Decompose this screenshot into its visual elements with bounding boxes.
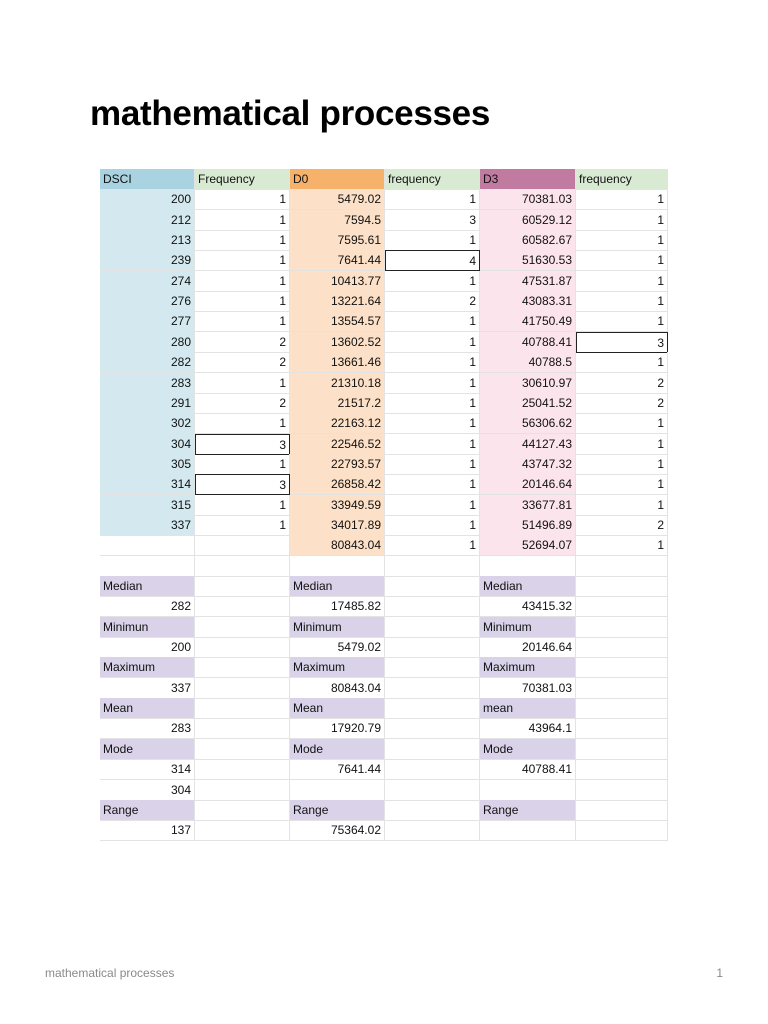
- cell-dsci-frequency[interactable]: 1: [195, 413, 290, 434]
- cell-d3-frequency[interactable]: 1: [576, 454, 668, 475]
- cell-d0[interactable]: 22793.57: [290, 454, 385, 475]
- cell-d3[interactable]: 25041.52: [480, 393, 576, 414]
- blank-cell[interactable]: [576, 820, 668, 841]
- cell-d3-frequency[interactable]: 1: [576, 189, 668, 210]
- cell-d3-frequency[interactable]: 2: [576, 373, 668, 394]
- blank-cell[interactable]: [385, 576, 480, 597]
- cell-dsci[interactable]: 213: [100, 230, 195, 251]
- cell-d0-frequency[interactable]: 1: [385, 515, 480, 536]
- cell-d0[interactable]: 80843.04: [290, 535, 385, 556]
- spreadsheet-table: [100, 169, 668, 846]
- stat-label[interactable]: Range: [290, 800, 385, 821]
- blank-cell[interactable]: [290, 556, 385, 577]
- cell-dsci[interactable]: 315: [100, 495, 195, 516]
- cell-d0[interactable]: 10413.77: [290, 271, 385, 292]
- cell-dsci[interactable]: 337: [100, 515, 195, 536]
- stat-label[interactable]: Range: [480, 800, 576, 821]
- cell-d3-frequency[interactable]: 1: [576, 271, 668, 292]
- cell-d3-frequency[interactable]: 1: [576, 210, 668, 231]
- cell-d0[interactable]: 7594.5: [290, 210, 385, 231]
- cell-d3-frequency[interactable]: 3: [576, 332, 668, 353]
- cell-dsci-frequency[interactable]: [195, 535, 290, 556]
- cell-d0-frequency[interactable]: 1: [385, 495, 480, 516]
- header-dsci[interactable]: DSCI: [100, 169, 195, 190]
- blank-cell[interactable]: [195, 739, 290, 760]
- blank-cell[interactable]: [576, 698, 668, 719]
- cell-dsci[interactable]: 277: [100, 311, 195, 332]
- stat-value[interactable]: 282: [100, 596, 195, 617]
- stat-label[interactable]: Maximum: [480, 657, 576, 678]
- stat-label[interactable]: Mode: [100, 739, 195, 760]
- blank-cell[interactable]: [385, 617, 480, 638]
- cell-d0-frequency[interactable]: 1: [385, 352, 480, 373]
- cell-d0[interactable]: 13602.52: [290, 332, 385, 353]
- cell-dsci-frequency[interactable]: 1: [195, 210, 290, 231]
- cell-dsci[interactable]: 302: [100, 413, 195, 434]
- blank-cell[interactable]: [385, 718, 480, 739]
- blank-cell[interactable]: [576, 800, 668, 821]
- blank-cell[interactable]: [385, 657, 480, 678]
- cell-d3[interactable]: 70381.03: [480, 189, 576, 210]
- page-title: mathematical processes: [90, 94, 491, 133]
- blank-cell[interactable]: [385, 678, 480, 699]
- cell-dsci[interactable]: 200: [100, 189, 195, 210]
- stat-value[interactable]: 337: [100, 678, 195, 699]
- cell-d0[interactable]: 21310.18: [290, 373, 385, 394]
- footer-document-title: mathematical processes: [45, 966, 175, 980]
- blank-cell[interactable]: [576, 596, 668, 617]
- cell-d3[interactable]: 60582.67: [480, 230, 576, 251]
- cell-d3-frequency[interactable]: 1: [576, 535, 668, 556]
- cell-d0-frequency[interactable]: 3: [385, 210, 480, 231]
- stat-value[interactable]: 314: [100, 759, 195, 780]
- cell-d0-frequency[interactable]: 1: [385, 311, 480, 332]
- cell-d0-frequency[interactable]: 1: [385, 271, 480, 292]
- stat-value[interactable]: 80843.04: [290, 678, 385, 699]
- cell-dsci[interactable]: 304: [100, 434, 195, 455]
- blank-cell[interactable]: [576, 657, 668, 678]
- blank-cell[interactable]: [385, 759, 480, 780]
- blank-cell[interactable]: [385, 739, 480, 760]
- cell-d0-frequency[interactable]: 4: [385, 250, 480, 271]
- cell-dsci-frequency[interactable]: 1: [195, 373, 290, 394]
- cell-d3[interactable]: 51630.53: [480, 250, 576, 271]
- blank-cell[interactable]: [576, 739, 668, 760]
- cell-d0[interactable]: 34017.89: [290, 515, 385, 536]
- cell-dsci-frequency[interactable]: 1: [195, 230, 290, 251]
- blank-cell[interactable]: [195, 759, 290, 780]
- stat-value[interactable]: 20146.64: [480, 637, 576, 658]
- cell-d3-frequency[interactable]: 1: [576, 474, 668, 495]
- stat-value[interactable]: 17920.79: [290, 718, 385, 739]
- blank-cell[interactable]: [195, 637, 290, 658]
- cell-dsci-frequency[interactable]: 3: [195, 434, 290, 455]
- cell-d3-frequency[interactable]: 1: [576, 413, 668, 434]
- cell-dsci[interactable]: 212: [100, 210, 195, 231]
- blank-cell[interactable]: [195, 780, 290, 801]
- blank-cell[interactable]: [576, 678, 668, 699]
- blank-cell[interactable]: [195, 678, 290, 699]
- cell-d0[interactable]: 26858.42: [290, 474, 385, 495]
- stat-label[interactable]: Minimun: [100, 617, 195, 638]
- cell-d3-frequency[interactable]: 1: [576, 434, 668, 455]
- stat-value[interactable]: 43415.32: [480, 596, 576, 617]
- stat-label[interactable]: Maximum: [100, 657, 195, 678]
- header-dsci-frequency[interactable]: Frequency: [195, 169, 290, 190]
- stat-value[interactable]: 5479.02: [290, 637, 385, 658]
- stat-label[interactable]: Minimum: [480, 617, 576, 638]
- cell-d3[interactable]: 33677.81: [480, 495, 576, 516]
- cell-d3-frequency[interactable]: 2: [576, 515, 668, 536]
- stat-value[interactable]: [290, 780, 385, 801]
- cell-d3[interactable]: 20146.64: [480, 474, 576, 495]
- cell-d0[interactable]: 7641.44: [290, 250, 385, 271]
- cell-d3[interactable]: 40788.41: [480, 332, 576, 353]
- cell-dsci-frequency[interactable]: 1: [195, 189, 290, 210]
- footer-page-number: 1: [716, 966, 723, 980]
- blank-cell[interactable]: [385, 698, 480, 719]
- blank-cell[interactable]: [195, 576, 290, 597]
- cell-d0-frequency[interactable]: 1: [385, 474, 480, 495]
- cell-d3[interactable]: 43083.31: [480, 291, 576, 312]
- blank-cell[interactable]: [385, 780, 480, 801]
- cell-d3-frequency[interactable]: 1: [576, 291, 668, 312]
- cell-d0[interactable]: 13221.64: [290, 291, 385, 312]
- cell-d3[interactable]: 51496.89: [480, 515, 576, 536]
- cell-dsci-frequency[interactable]: 2: [195, 332, 290, 353]
- cell-dsci[interactable]: 276: [100, 291, 195, 312]
- cell-d0-frequency[interactable]: 1: [385, 189, 480, 210]
- cell-d0-frequency[interactable]: 1: [385, 373, 480, 394]
- stat-label[interactable]: Mean: [290, 698, 385, 719]
- cell-d0[interactable]: 5479.02: [290, 189, 385, 210]
- cell-d0[interactable]: 21517.2: [290, 393, 385, 414]
- blank-cell[interactable]: [576, 718, 668, 739]
- blank-cell[interactable]: [195, 820, 290, 841]
- stat-value[interactable]: 283: [100, 718, 195, 739]
- cell-dsci[interactable]: 305: [100, 454, 195, 475]
- cell-d0-frequency[interactable]: 1: [385, 332, 480, 353]
- stat-value[interactable]: 137: [100, 820, 195, 841]
- blank-cell[interactable]: [576, 637, 668, 658]
- cell-d0-frequency[interactable]: 1: [385, 393, 480, 414]
- blank-cell[interactable]: [195, 718, 290, 739]
- blank-cell[interactable]: [385, 800, 480, 821]
- blank-cell[interactable]: [385, 820, 480, 841]
- stat-label[interactable]: Mode: [290, 739, 385, 760]
- cell-dsci[interactable]: 239: [100, 250, 195, 271]
- blank-cell[interactable]: [195, 596, 290, 617]
- stat-value[interactable]: [480, 780, 576, 801]
- stat-value[interactable]: 75364.02: [290, 820, 385, 841]
- cell-d3[interactable]: 56306.62: [480, 413, 576, 434]
- blank-cell[interactable]: [100, 556, 195, 577]
- cell-dsci[interactable]: 282: [100, 352, 195, 373]
- blank-cell[interactable]: [385, 596, 480, 617]
- stat-label[interactable]: Median: [290, 576, 385, 597]
- cell-d3-frequency[interactable]: 1: [576, 250, 668, 271]
- cell-d3[interactable]: 52694.07: [480, 535, 576, 556]
- cell-d3[interactable]: 47531.87: [480, 271, 576, 292]
- blank-cell[interactable]: [195, 800, 290, 821]
- cell-d3-frequency[interactable]: 2: [576, 393, 668, 414]
- blank-cell[interactable]: [195, 698, 290, 719]
- cell-dsci[interactable]: 280: [100, 332, 195, 353]
- stat-label[interactable]: Mode: [480, 739, 576, 760]
- cell-d0-frequency[interactable]: 2: [385, 291, 480, 312]
- stat-label[interactable]: Mean: [100, 698, 195, 719]
- stat-label[interactable]: mean: [480, 698, 576, 719]
- cell-d3[interactable]: 44127.43: [480, 434, 576, 455]
- cell-d3[interactable]: 43747.32: [480, 454, 576, 475]
- stat-value[interactable]: 70381.03: [480, 678, 576, 699]
- header-d0-frequency[interactable]: frequency: [385, 169, 480, 190]
- stat-label[interactable]: Median: [480, 576, 576, 597]
- cell-d0[interactable]: 33949.59: [290, 495, 385, 516]
- cell-dsci-frequency[interactable]: 1: [195, 311, 290, 332]
- cell-d3[interactable]: 60529.12: [480, 210, 576, 231]
- stat-label[interactable]: Maximum: [290, 657, 385, 678]
- cell-d3[interactable]: 40788.5: [480, 352, 576, 373]
- cell-d0[interactable]: 22163.12: [290, 413, 385, 434]
- blank-cell[interactable]: [576, 780, 668, 801]
- cell-dsci[interactable]: 314: [100, 474, 195, 495]
- cell-d0[interactable]: 13554.57: [290, 311, 385, 332]
- cell-dsci[interactable]: 291: [100, 393, 195, 414]
- blank-cell[interactable]: [480, 556, 576, 577]
- cell-dsci-frequency[interactable]: 3: [195, 474, 290, 495]
- header-d3-frequency[interactable]: frequency: [576, 169, 668, 190]
- cell-d3-frequency[interactable]: 1: [576, 311, 668, 332]
- cell-d0-frequency[interactable]: 1: [385, 454, 480, 475]
- blank-cell[interactable]: [385, 637, 480, 658]
- cell-dsci-frequency[interactable]: 1: [195, 515, 290, 536]
- cell-d3[interactable]: 41750.49: [480, 311, 576, 332]
- cell-d0-frequency[interactable]: 1: [385, 413, 480, 434]
- stat-label[interactable]: Median: [100, 576, 195, 597]
- blank-cell[interactable]: [576, 576, 668, 597]
- stat-value[interactable]: 304: [100, 780, 195, 801]
- cell-dsci-frequency[interactable]: 1: [195, 495, 290, 516]
- cell-dsci-frequency[interactable]: 1: [195, 271, 290, 292]
- stat-label[interactable]: Minimum: [290, 617, 385, 638]
- header-d0[interactable]: D0: [290, 169, 385, 190]
- cell-dsci[interactable]: 283: [100, 373, 195, 394]
- cell-dsci-frequency[interactable]: 1: [195, 291, 290, 312]
- stat-label[interactable]: Range: [100, 800, 195, 821]
- cell-d3-frequency[interactable]: 1: [576, 495, 668, 516]
- cell-dsci[interactable]: [100, 535, 195, 556]
- blank-cell[interactable]: [576, 617, 668, 638]
- cell-d3-frequency[interactable]: 1: [576, 352, 668, 373]
- cell-d0-frequency[interactable]: 1: [385, 535, 480, 556]
- cell-dsci[interactable]: 274: [100, 271, 195, 292]
- cell-d0[interactable]: 13661.46: [290, 352, 385, 373]
- stat-value[interactable]: 200: [100, 637, 195, 658]
- stat-value[interactable]: 43964.1: [480, 718, 576, 739]
- cell-d0-frequency[interactable]: 1: [385, 434, 480, 455]
- cell-d3[interactable]: 30610.97: [480, 373, 576, 394]
- stat-value[interactable]: 40788.41: [480, 759, 576, 780]
- cell-dsci-frequency[interactable]: 2: [195, 352, 290, 373]
- cell-d3-frequency[interactable]: 1: [576, 230, 668, 251]
- cell-d0-frequency[interactable]: 1: [385, 230, 480, 251]
- blank-cell[interactable]: [385, 556, 480, 577]
- stat-value[interactable]: 7641.44: [290, 759, 385, 780]
- blank-cell[interactable]: [195, 556, 290, 577]
- stat-value[interactable]: 17485.82: [290, 596, 385, 617]
- cell-dsci-frequency[interactable]: 2: [195, 393, 290, 414]
- cell-dsci-frequency[interactable]: 1: [195, 250, 290, 271]
- stat-value[interactable]: [480, 820, 576, 841]
- cell-dsci-frequency[interactable]: 1: [195, 454, 290, 475]
- blank-cell[interactable]: [195, 657, 290, 678]
- blank-cell[interactable]: [195, 617, 290, 638]
- cell-d0[interactable]: 7595.61: [290, 230, 385, 251]
- cell-d0[interactable]: 22546.52: [290, 434, 385, 455]
- blank-cell[interactable]: [576, 556, 668, 577]
- blank-cell[interactable]: [576, 759, 668, 780]
- header-d3[interactable]: D3: [480, 169, 576, 190]
